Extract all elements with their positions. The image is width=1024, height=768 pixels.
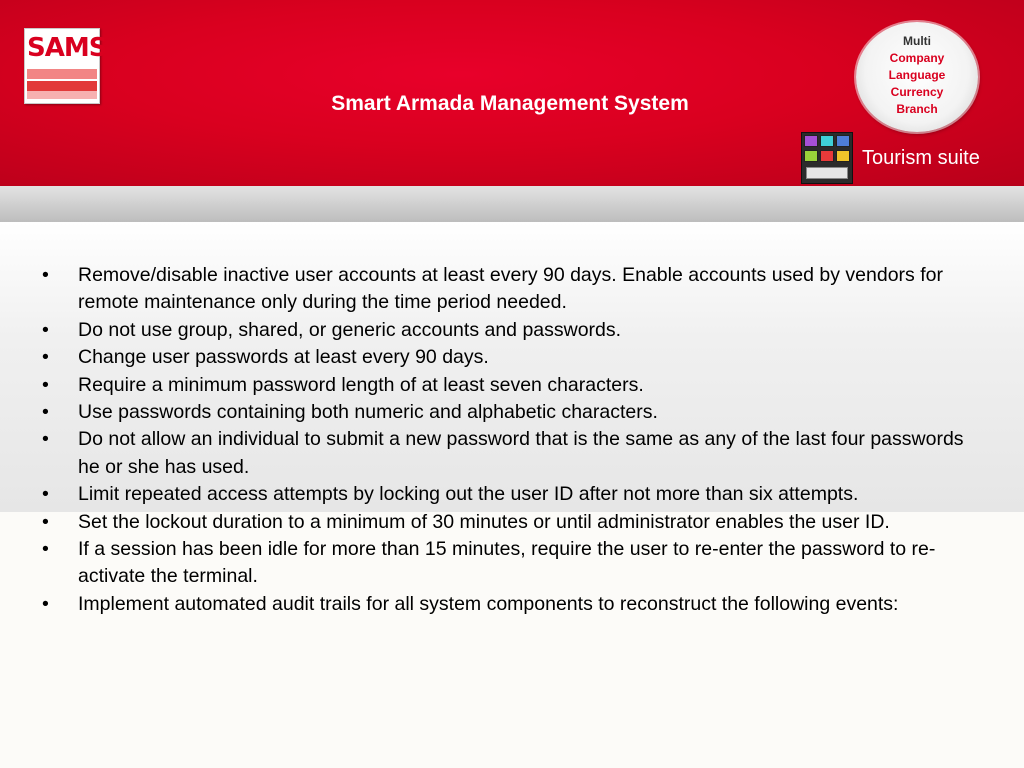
badge-line: Currency — [890, 85, 944, 99]
bullet-list — [42, 262, 982, 618]
bullet-dot: • — [42, 346, 49, 369]
badge-line: Multi — [903, 34, 931, 48]
bullet-dot: • — [42, 510, 49, 533]
bullet-dot: • — [42, 401, 49, 424]
list-item-text: Use passwords containing both numeric and alphabetic characters. — [78, 401, 658, 424]
suite-icon-tile — [804, 150, 818, 162]
badge-line: Company — [889, 51, 945, 65]
header-banner — [0, 0, 1024, 186]
suite-icon-bar — [806, 167, 848, 179]
list-item — [42, 509, 982, 536]
list-item — [42, 399, 982, 426]
list-item-text: If a session has been idle for more than 15 minutes, require the user to re-enter the password to re-activate the terminal. — [78, 538, 936, 588]
bullet-dot: • — [42, 373, 49, 396]
header-divider-band — [0, 186, 1024, 222]
bullet-dot: • — [42, 264, 49, 286]
suite-icon-tile — [836, 150, 850, 162]
bullet-dot: • — [42, 318, 49, 341]
bullet-dot: • — [42, 428, 49, 451]
list-item — [42, 344, 982, 371]
logo-stripe — [27, 69, 97, 79]
logo-stripe — [27, 81, 97, 91]
list-item-text: Implement automated audit trails for all system components to reconstruct the following events: — [78, 592, 899, 615]
bullet-dot: • — [42, 538, 49, 561]
sams-logo — [24, 28, 107, 104]
list-item-text: Do not allow an individual to submit a new password that is the same as any of the last four passwords he or she has used. — [78, 428, 964, 478]
list-item — [42, 262, 982, 317]
list-item-text: Remove/disable inactive user accounts at least every 90 days. Enable accounts used by vendors for remote maintenance only during the time period needed. — [78, 264, 943, 314]
list-item — [42, 372, 982, 399]
list-item-text: Require a minimum password length of at least seven characters. — [78, 373, 644, 396]
suite-icon-tile — [804, 135, 818, 147]
list-item-text: Change user passwords at least every 90 days. — [78, 346, 489, 369]
list-item — [42, 591, 982, 618]
suite-icon-tile — [820, 150, 834, 162]
badge-line: Branch — [896, 102, 938, 116]
list-item-text: Do not use group, shared, or generic accounts and passwords. — [78, 318, 622, 341]
list-item-text: Set the lockout duration to a minimum of 30 minutes or until administrator enables the user ID. — [78, 510, 890, 533]
suite-label: Tourism suite — [862, 147, 980, 169]
list-item — [42, 426, 982, 481]
list-item — [42, 317, 982, 344]
logo-text: SAMS — [27, 33, 107, 63]
badge-line: Language — [888, 68, 946, 82]
tourism-suite-icon — [801, 132, 853, 184]
list-item — [42, 536, 982, 591]
suite-icon-tile — [820, 135, 834, 147]
logo-stripe — [27, 91, 97, 99]
bullet-dot: • — [42, 483, 49, 506]
bullet-dot: • — [42, 592, 49, 615]
suite-icon-tile — [836, 135, 850, 147]
list-item-text: Limit repeated access attempts by locking out the user ID after not more than six attempts. — [78, 483, 859, 506]
list-item — [42, 481, 982, 508]
features-badge — [856, 22, 978, 132]
page-title: Smart Armada Management System — [331, 92, 689, 115]
